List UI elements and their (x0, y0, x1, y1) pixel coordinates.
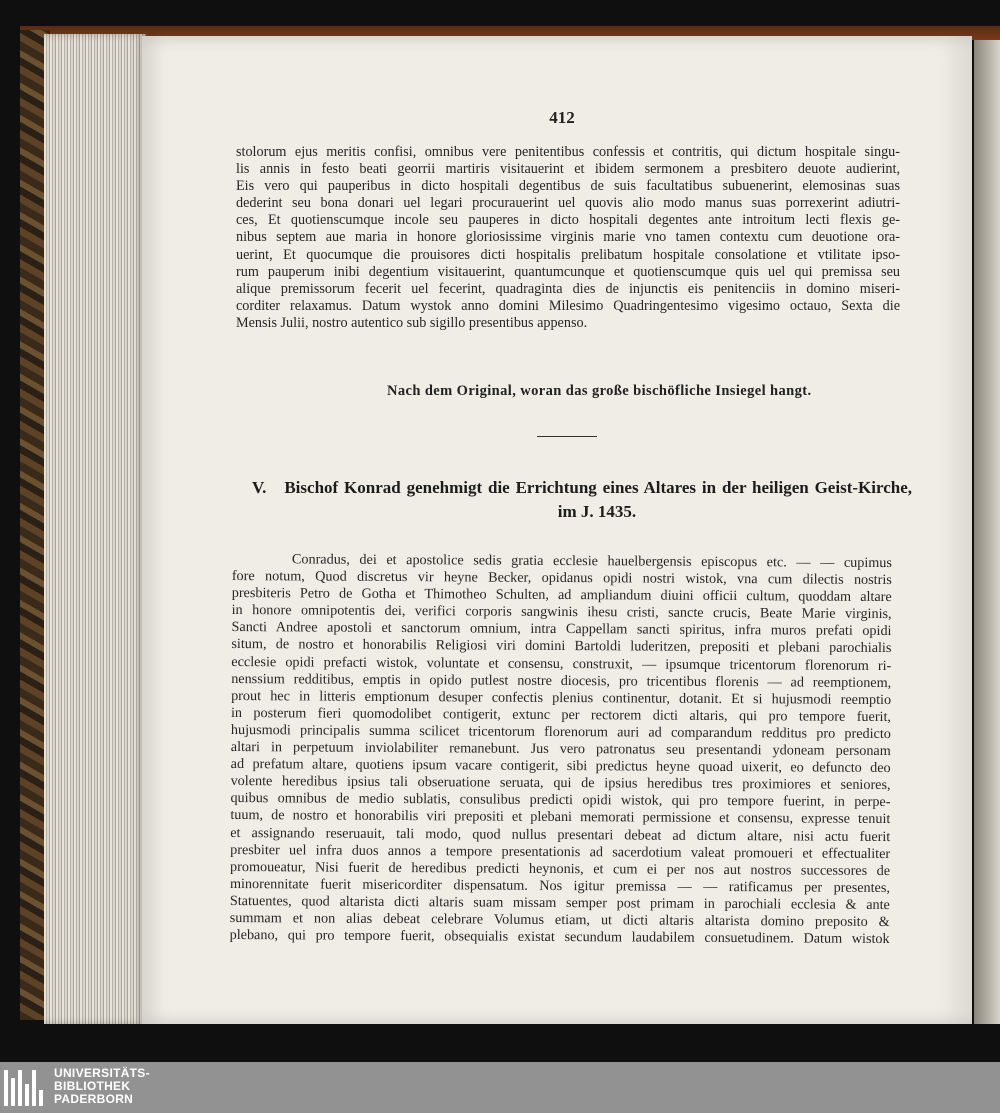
text-line: presbiteris Petro de Gotha et Thimotheo Schulten, ad ampliandum diuini officii cultum, quoddam altare (231, 585, 892, 606)
text-line: minorennitate fuerit misericorditer dispensatum. Nos igitur premissa — — ratificamus per presentes, (229, 875, 891, 896)
text-line: hujusmodi principalis summa scilicet tricentorum florenorum auri ad comparandum redditus pro predicto (230, 721, 891, 742)
library-name (54, 1067, 150, 1106)
text-line: Statuentes, quod altarista dicti altaris suam missam semper post primam in parochiali ecclesia & ante (229, 892, 890, 913)
section-divider (537, 436, 597, 437)
text-line: in posterum fieri quomodolibet contigerit, extunc per rectorem dicti altaris, qui pro tempore fuerit, (230, 704, 892, 725)
text-line: stolorum ejus meritis confisi, omnibus vere penitentibus confessis et contritis, qui dictum hospitale singu- (236, 144, 900, 160)
text-line: Eis vero qui pauperibus in dicto hospitali degentibus de suis facultatibus subuenerint, elemosinas suas (236, 178, 900, 195)
text-line: ecclesie opidi prefacti wistok, voluntate et consensu, construxit, — ipsumque tricentorum florenorum ri- (231, 653, 892, 674)
book-page (142, 36, 972, 1024)
section-title: Bischof Konrad genehmigt die Errichtung eines Altares in der heiligen Geist-Kirche, (284, 478, 912, 497)
text-line: nibus septem aue maria in honore gloriosissime virginis marie vno tamen contextu cum deuotione ora- (236, 229, 900, 246)
text-line: Sancti Andree apostoli et sanctorum omnium, intra Cappellam sancti spiritus, infra muros prefati opidi (231, 619, 892, 640)
text-line: nenssium redditibus, emptis in opido putlest nostre diocesis, pro tricentibus florenis — ad reemptionem, (231, 670, 892, 691)
text-line: et assignando reseruauit, tali modo, quod nullus presentari debeat ad dictum altare, nisi actu fuerit (230, 824, 891, 845)
charter-text-ending (236, 144, 900, 332)
charter-text (230, 551, 892, 948)
text-line: summam et non alias debeat celebrare Volumus etiam, ut dicti altaris altarista domino preposito & (229, 909, 890, 930)
library-name-line-3: PADERBORN (54, 1092, 134, 1106)
section-heading (252, 476, 912, 524)
source-note: Nach dem Original, woran das große bischöfliche Insiegel hangt. (387, 383, 812, 399)
section-numeral: V. (252, 478, 267, 497)
text-line: tuum, de nostro et honorabilis viri prepositi et plebani memorati permissione et consensu, expresse tenuit (230, 807, 891, 828)
facing-page-edge (974, 40, 1000, 1024)
text-line: promoueatur, Nisi fuerit de heredibus predicti heynonis, et cum ei per nos aut nostros successores de (230, 858, 891, 879)
text-line: uerint, Et quocumque die prouisores dicti hospitalis prelibatum hospitale consolatione et vtilitate ipso- (236, 246, 900, 263)
library-name-line-1: UNIVERSITÄTS- (54, 1066, 150, 1080)
text-line: fore notum, Quod discretus vir heyne Becker, opidanus opidi nostri wistok, vna cum dilectis nostris (231, 568, 892, 589)
text-line: volente heredibus ipsius tali obseruatione seruata, qui de ipsius heredibus tres proximiores et seniores, (230, 773, 891, 794)
text-line: Mensis Julii, nostro autentico sub sigillo presentibus appenso. (236, 314, 588, 331)
text-line: in honore omnipotentis dei, verifici corporis sangwinis ihesu cristi, sancte crucis, Beate Marie virginis, (231, 602, 892, 623)
text-line: rum pauperum inibi degentium visitauerint, quantumcunque et quotienscumque quis uel qui premissa seu (236, 263, 900, 280)
text-line: situm, de nostro et honorabilis Religiosi viri domini Bartoldi luderitzen, prepositi et plebani parochialis (231, 636, 892, 657)
text-line: quibus omnibus de medio sublatis, consulibus predicti opidi wistok, qui pro tempore fuerint, in perpe- (230, 790, 891, 811)
section-heading-line-2: im J. 1435. (557, 502, 637, 521)
text-line: presbiter uel infra duos annos a tempore presentationis ad sacerdotium valeat promoueri et effectualiter (230, 841, 891, 862)
text-line: prout hec in litteris emptionum desuper confectis plenius continentur, dotanit. Et si hujusmodi reemptio (231, 687, 892, 708)
ub-paderborn-logo-icon (4, 1070, 46, 1106)
page-edges (44, 34, 146, 1024)
text-line: alique premissorum fecerit uel fecerint, quadraginta dies de injunctis eis penitenciis in domino miseri- (236, 280, 900, 297)
text-line: lis annis in festo beati georrii martiris visitauerint et ibidem sermonem a presbitero deuote audierint, (236, 161, 900, 178)
text-line: Conradus, dei et apostolice sedis gratia ecclesie hauelbergensis episcopus etc. — — cupimus (291, 551, 892, 572)
text-line: ces, Et quotienscumque incole seu pauperes in dicto hospitali degentes ante introitum lecti flexis ge- (236, 212, 900, 229)
page-number: 412 (549, 108, 575, 127)
section-heading-line-1 (252, 476, 912, 500)
text-line: ad prefatum altare, quotiens ipsum vacare contigerit, sibi predictus heyne quoad uixerit, eo defuncto deo (230, 756, 891, 777)
text-line: dederint seu bona donari uel legari procurauerint uel quovis alio modo manus suas porrexerint adiutri- (236, 195, 900, 212)
text-line: altari in perpetuum inviolabiliter remanebunt. Jus vero patronatus seu presentandi ydoneam personam (230, 739, 891, 760)
text-line: plebano, qui pro tempore fuerit, obsequialis existat secundum laudabilem consuetudinem. Datum wistok (229, 927, 890, 948)
library-footer-bar (0, 1062, 1000, 1113)
text-line: corditer relaxamus. Datum wystok anno domini Milesimo Quadringentesimo vigesimo octauo, Sexta die (236, 297, 900, 314)
library-name-line-2: BIBLIOTHEK (54, 1079, 131, 1093)
